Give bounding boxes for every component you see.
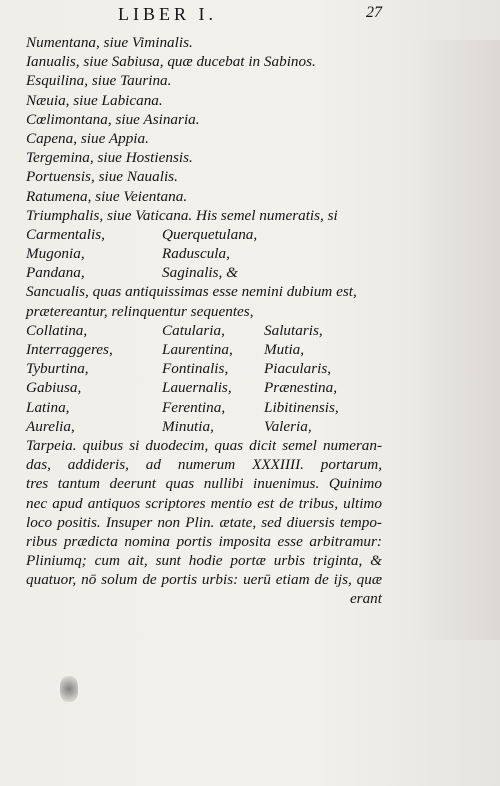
gate-name: Pandana, — [26, 264, 85, 282]
gate-name: Laurentina, — [162, 341, 233, 358]
gate-name: Catularia, — [162, 321, 225, 339]
text-line: Pliniumq; cum ait, sunt hodie portæ urbis triginta, & — [26, 552, 382, 570]
text-line: Ianualis, siue Sabiusa, quæ ducebat in Sabinos. — [26, 53, 316, 71]
text-line: Portuensis, siue Naualis. — [26, 168, 178, 186]
gate-name: Gabiusa, — [26, 379, 82, 397]
page-header — [0, 4, 500, 26]
gate-name: Aurelia, — [26, 417, 75, 435]
text-line: Capena, siue Appia. — [26, 129, 149, 147]
gate-name: Libitinensis, — [264, 398, 339, 416]
text-line: nec apud antiquos scriptores mentio est de tribus, ultimo — [26, 494, 382, 512]
gate-list-row — [26, 359, 382, 378]
gate-name: Salutaris, — [264, 321, 323, 339]
text-line: Esquilina, siue Taurina. — [26, 72, 172, 90]
text-line: loco positis. Insuper non Plin. ætate, sed diuersis tempo- — [26, 513, 382, 531]
text-line: Triumphalis, siue Vaticana. His semel numeratis, si — [26, 206, 338, 224]
gate-list-row — [26, 263, 382, 282]
text-line: quatuor, nō solum de portis urbis: uerū etiam de ijs, quæ — [26, 571, 382, 589]
gate-name: Tyburtina, — [26, 360, 89, 378]
gate-name: Prænestina, — [264, 379, 337, 397]
gate-name: Collatina, — [26, 321, 88, 339]
gate-list-row — [26, 398, 382, 417]
catchword: erant — [349, 590, 382, 608]
text-line: prætereantur, relinquentur sequentes, — [26, 302, 254, 320]
gate-name: Interraggeres, — [26, 341, 113, 358]
gate-name: Mugonia, — [26, 245, 85, 263]
gate-name: Fontinalis, — [162, 360, 229, 378]
gate-name: Ferentina, — [162, 398, 226, 416]
gate-name: Latina, — [26, 398, 70, 416]
gate-name: Carmentalis, — [26, 225, 105, 243]
text-line: Tergemina, siue Hostiensis. — [26, 149, 193, 167]
gate-name: Valeria, — [264, 417, 312, 435]
gate-name: Saginalis, & — [162, 264, 238, 282]
ink-bleed-shading — [410, 40, 500, 640]
text-line: Tarpeia. quibus si duodecim, quas dicit semel numeran- — [26, 436, 382, 454]
text-line: Sancualis, quas antiquissimas esse nemini dubium est, — [26, 283, 357, 301]
gate-list-row — [26, 321, 382, 340]
gate-name: Piacularis, — [264, 360, 332, 378]
text-line: das, addideris, ad numerum XXXIIII. portarum, — [26, 456, 382, 474]
text-line: ribus prædicta nomina portis imposita esse arbitramur: — [26, 532, 382, 550]
gate-list-row — [26, 417, 382, 436]
gate-name: Lauernalis, — [162, 379, 232, 397]
gate-list-row — [26, 225, 382, 244]
page-number: 27 — [366, 4, 382, 21]
gate-name: Mutia, — [264, 341, 305, 358]
text-line: tres tantum deerunt quas nullibi inuenimus. Quinimo — [26, 475, 382, 493]
running-title: LIBER I. — [118, 4, 217, 24]
gate-list-row — [26, 378, 382, 397]
text-line: Numentana, siue Viminalis. — [26, 34, 193, 51]
gate-list-row — [26, 340, 382, 359]
body-text — [26, 33, 382, 609]
text-line: Næuia, siue Labicana. — [26, 91, 163, 109]
text-line: Cœlimontana, siue Asinaria. — [26, 110, 200, 128]
gate-name: Querquetulana, — [162, 225, 258, 243]
gate-name: Minutia, — [162, 417, 214, 435]
ink-smudge — [60, 676, 78, 702]
gate-list-row — [26, 244, 382, 263]
text-line: Ratumena, siue Veientana. — [26, 187, 188, 205]
gate-name: Raduscula, — [162, 245, 230, 263]
